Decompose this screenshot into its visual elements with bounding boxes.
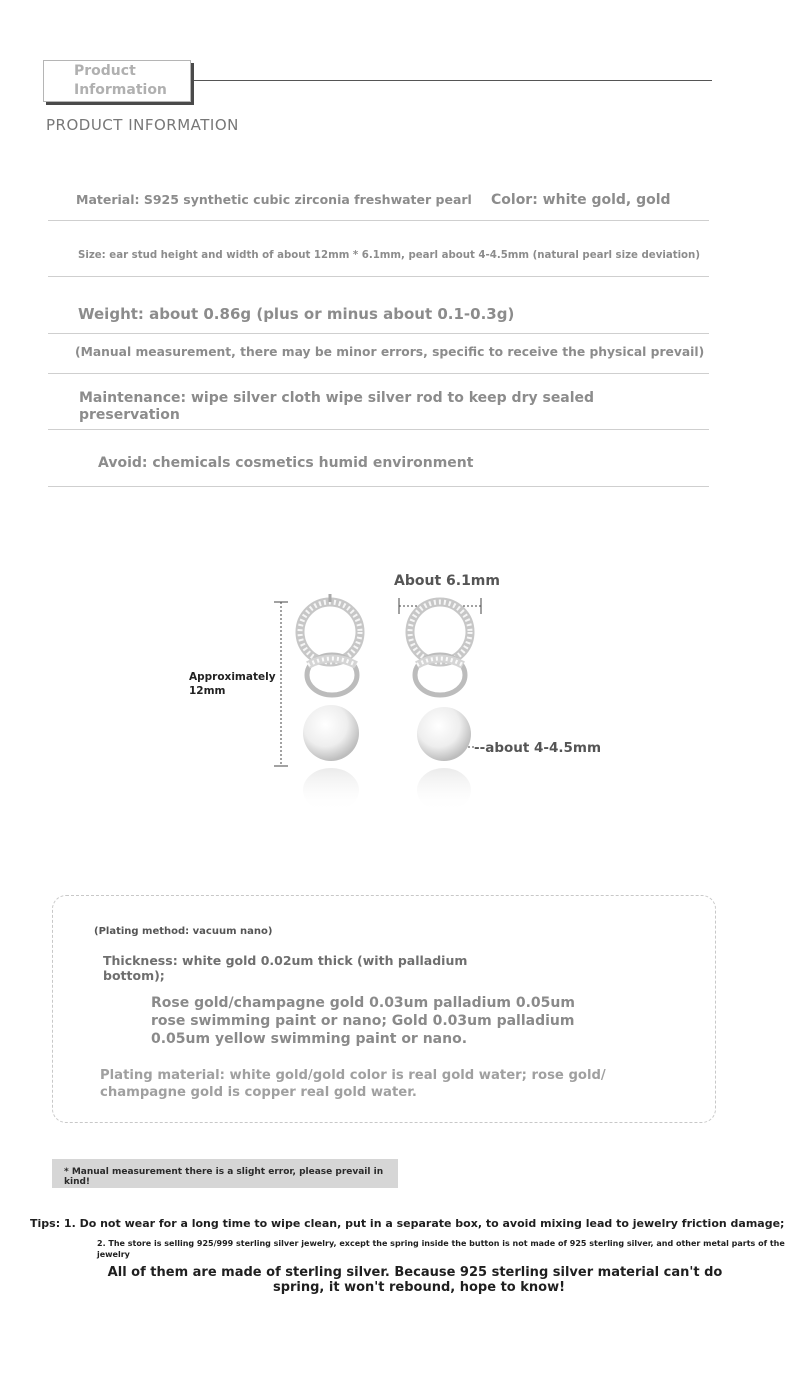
page-subtitle: PRODUCT INFORMATION bbox=[46, 116, 239, 134]
header-label-line1: Product bbox=[74, 63, 136, 79]
divider bbox=[48, 429, 709, 430]
header-label-line2: Information bbox=[74, 82, 167, 98]
final-note-line1: All of them are made of sterling silver. Because 925 sterling silver material can't do bbox=[107, 1265, 723, 1280]
pearl-size-label: --about 4-4.5mm bbox=[474, 740, 602, 756]
section-header-box bbox=[43, 60, 191, 102]
thickness-text-line2: bottom); bbox=[103, 968, 165, 983]
maintenance-text-line2: preservation bbox=[79, 407, 180, 423]
right-earring bbox=[410, 602, 471, 812]
weight-text: Weight: about 0.86g (plus or minus about 0.1-0.3g) bbox=[78, 305, 515, 323]
manual-note-text: (Manual measurement, there may be minor errors, specific to receive the physical prevail) bbox=[75, 345, 705, 359]
final-note-line2: spring, it won't rebound, hope to know! bbox=[272, 1280, 566, 1295]
rose-gold-text-line1: Rose gold/champagne gold 0.03um palladium 0.05um bbox=[151, 995, 575, 1011]
width-dimension-label: About 6.1mm bbox=[394, 573, 500, 589]
height-label-line1: Approximately bbox=[189, 671, 276, 683]
earring-illustration bbox=[260, 590, 500, 820]
maintenance-text-line1: Maintenance: wipe silver cloth wipe silver rod to keep dry sealed bbox=[79, 390, 595, 406]
divider bbox=[48, 220, 709, 221]
measurement-note-text: * Manual measurement there is a slight error, please prevail in kind! bbox=[64, 1167, 384, 1187]
height-label-line2: 12mm bbox=[189, 685, 226, 697]
divider bbox=[48, 486, 709, 487]
header-divider bbox=[194, 80, 712, 81]
thickness-text-line1: Thickness: white gold 0.02um thick (with palladium bbox=[103, 953, 468, 968]
divider bbox=[48, 333, 709, 334]
divider bbox=[48, 276, 709, 277]
tip-2-text-line1: 2. The store is selling 925/999 sterling silver jewelry, except the spring inside the button is not made of 925 sterling silver, and other metal parts of the bbox=[97, 1239, 785, 1248]
plating-material-text-line1: Plating material: white gold/gold color is real gold water; rose gold/ bbox=[100, 1068, 606, 1083]
size-text: Size: ear stud height and width of about 12mm * 6.1mm, pearl about 4-4.5mm (natural pearl size deviation) bbox=[78, 250, 700, 261]
measurement-note-bar bbox=[52, 1159, 398, 1188]
plating-method-text: (Plating method: vacuum nano) bbox=[94, 926, 273, 937]
avoid-text: Avoid: chemicals cosmetics humid environment bbox=[98, 455, 474, 471]
color-text: Color: white gold, gold bbox=[491, 192, 671, 208]
tip-2-text-line2: jewelry bbox=[97, 1250, 130, 1259]
plating-material-text-line2: champagne gold is copper real gold water. bbox=[100, 1085, 417, 1100]
material-text: Material: S925 synthetic cubic zirconia freshwater pearl bbox=[76, 192, 472, 207]
tip-1-text: Tips: 1. Do not wear for a long time to wipe clean, put in a separate box, to avoid mixing lead to jewelry friction damage; bbox=[30, 1217, 785, 1230]
rose-gold-text-line2: rose swimming paint or nano; Gold 0.03um palladium bbox=[151, 1013, 575, 1029]
rose-gold-text-line3: 0.05um yellow swimming paint or nano. bbox=[151, 1031, 468, 1047]
divider bbox=[48, 373, 709, 374]
left-earring bbox=[300, 594, 360, 812]
